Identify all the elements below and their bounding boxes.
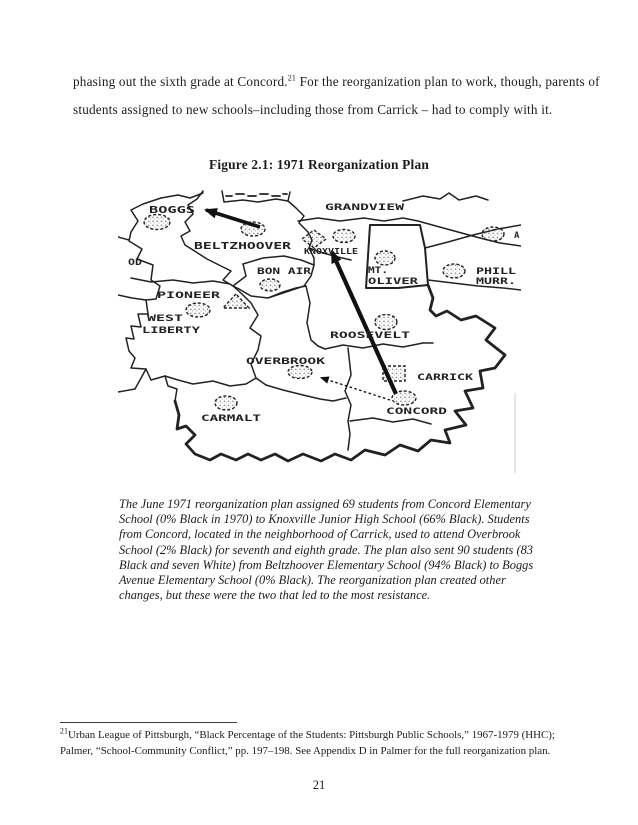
body-paragraph-line-2: students assigned to new schools–including those from Carrick – had to comply with it. (73, 102, 553, 117)
map-label-murr: MURR. (476, 277, 516, 287)
map-label-roosevelt: ROOSEVELT (330, 331, 411, 341)
footnote-line-2: Palmer, “School-Community Conflict,” pp. 197–198. See Appendix D in Palmer for the full reorganization plan. (60, 745, 551, 757)
map-label-carrick: CARRICK (417, 373, 474, 383)
map-label-phill: PHILL (476, 267, 516, 277)
map-label-partial-a: A (514, 231, 520, 241)
map-label-mt: MT. (368, 266, 388, 276)
school-marker-knoxville-diamond-icon (302, 230, 326, 248)
footnote (60, 727, 584, 759)
caption-line: Black and seven White) from Beltzhoover Elementary School (94% Black) to Boggs (119, 557, 534, 572)
map-label-boggs: BOGGS (149, 205, 196, 216)
map-label-oliver: OLIVER (368, 277, 420, 287)
school-marker-boggs-icon (144, 215, 170, 230)
map-label-carmalt: CARMALT (201, 414, 262, 424)
school-marker-roosevelt-icon (375, 315, 397, 330)
caption-line: from Concord, located in the neighborhood of Carrick, used to attend Overbrook (119, 527, 521, 542)
school-marker-bon-air-icon (260, 279, 280, 291)
map-boundary-top-fragments (161, 191, 488, 202)
map-boundary-west-liberty-carmalt (165, 376, 256, 386)
body-paragraph-line-1 (73, 73, 600, 90)
school-marker-phillips-murray-icon (443, 264, 465, 278)
map-label-knoxville: KNOXVILLE (304, 247, 359, 256)
map-label-liberty: LIBERTY (142, 326, 201, 336)
body-text-part-1: phasing out the sixth grade at Concord. (73, 74, 288, 89)
caption-line: School (0% Black in 1970) to Knoxville Junior High School (66% Black). Students (119, 512, 530, 527)
caption-line: The June 1971 reorganization plan assigned 69 students from Concord Elementary (119, 497, 531, 511)
dotted-arrow-concord-to-overbrook (322, 378, 390, 400)
school-marker-mt-oliver-icon (375, 251, 395, 265)
caption-line: Avenue Elementary School (0% Black). The reorganization plan created other (119, 573, 506, 588)
figure-map-1971-reorganization-plan (118, 188, 521, 482)
map-label-bon-air: BON AIR (257, 267, 312, 277)
figure-caption (119, 497, 551, 603)
map-boundary-beltzhoover-south (131, 250, 233, 286)
cut-off-label-marks (226, 194, 287, 196)
map-label-beltzhoover: BELTZHOOVER (194, 241, 292, 252)
arrow-beltzhoover-to-boggs (206, 210, 260, 227)
caption-line: School (2% Black) for seventh and eighth grade. The plan also sent 90 students (83 (119, 542, 533, 557)
map-boundary-bon-air (233, 256, 314, 298)
map-label-partial-od: OD (128, 258, 143, 268)
map-label-overbrook: OVERBROOK (246, 357, 326, 367)
school-marker-knoxville-icon (333, 230, 355, 243)
school-marker-overbrook-icon (288, 366, 312, 379)
map-drawing (118, 188, 521, 482)
footnote-number: 21 (60, 726, 68, 736)
school-marker-carmalt-icon (215, 396, 237, 410)
map-label-grandview: GRANDVIEW (325, 203, 405, 213)
page-number: 21 (312, 778, 326, 792)
school-marker-pioneer-icon (186, 303, 210, 317)
caption-line: changes, but these were the two that led to the most resistance. (119, 588, 431, 603)
footnote-line-1 (60, 727, 584, 743)
map-label-concord: CONCORD (386, 407, 448, 417)
school-marker-top-right-icon (482, 227, 504, 241)
footnote-reference-superscript: 21 (287, 73, 297, 83)
figure-title: Figure 2.1: 1971 Reorganization Plan (208, 157, 430, 172)
map-boundary-overbrook-south (266, 385, 346, 401)
footnote-separator-rule (60, 722, 237, 723)
footnote-text-1: Urban League of Pittsburgh, “Black Percentage of the Students: Pittsburgh Public Schools,” 1967-1979 (HHC); (68, 729, 555, 741)
map-label-west: WEST (147, 314, 184, 324)
body-text-part-2: For the reorganization plan to work, though, parents of (296, 74, 600, 89)
map-label-pioneer: PIONEER (157, 291, 221, 301)
